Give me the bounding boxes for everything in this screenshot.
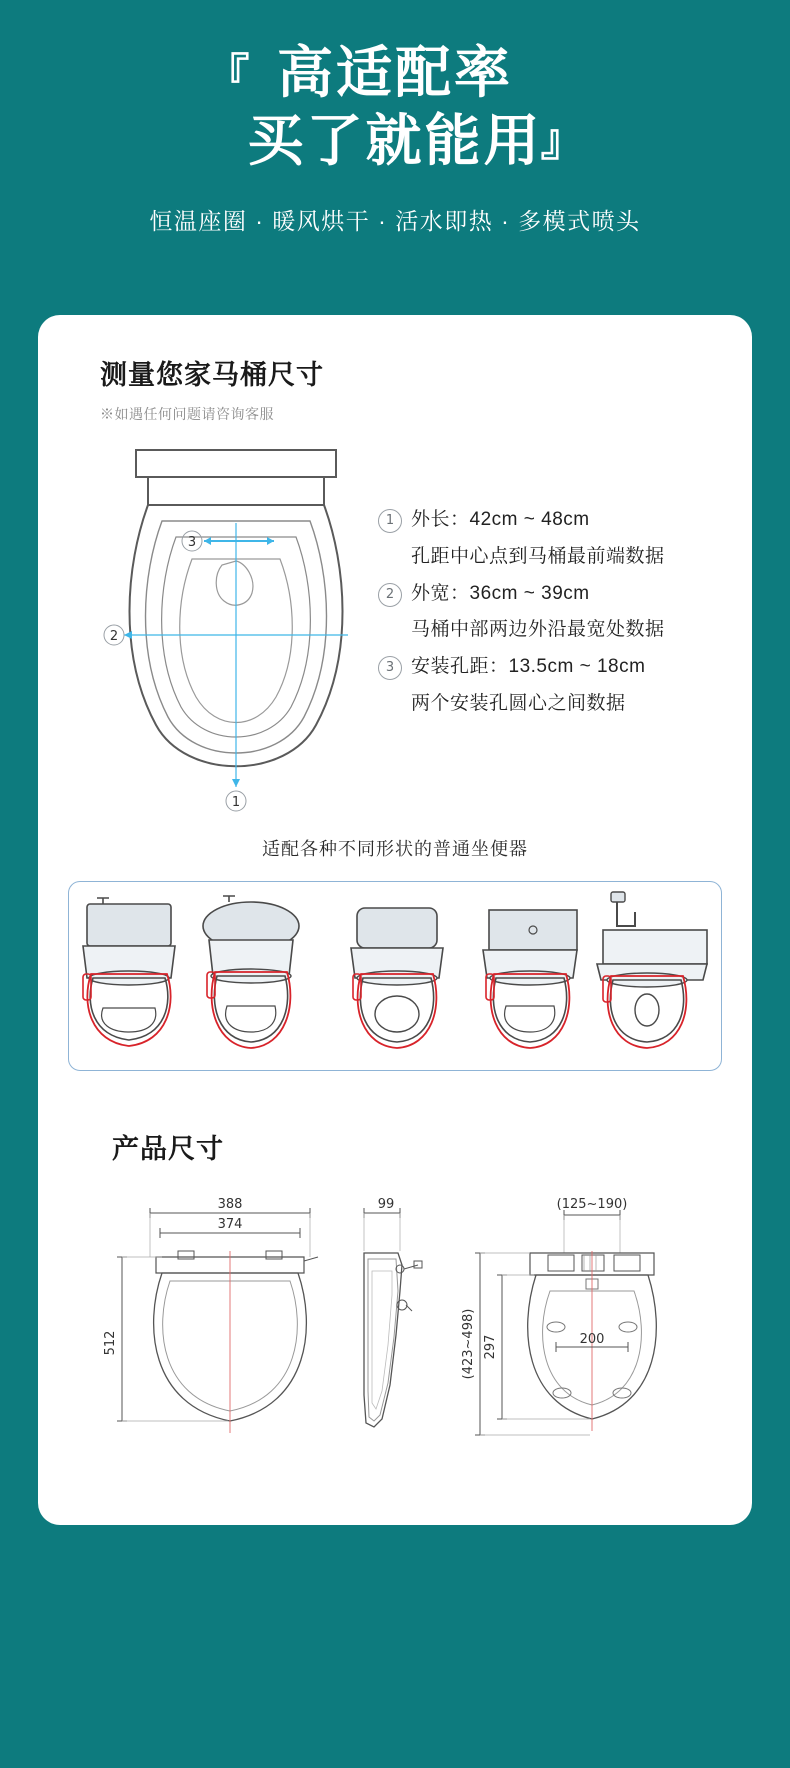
measure-title: 测量您家马桶尺寸 [100,360,324,390]
spec-label-text-3: 安装孔距： [411,656,509,678]
dim-side-thickness: 99 [377,1197,395,1212]
product-dimension-drawings [78,1195,718,1495]
dim-top-width-outer: 388 [217,1197,243,1212]
svg-text:3: 3 [187,535,197,550]
drawing-side-view [364,1197,422,1427]
dim-bottom-inner-width: 200 [579,1332,605,1347]
spec-label-1 [411,505,590,536]
measure-spec-list [378,505,718,726]
hero-title-wrap [202,40,589,177]
drawing-top-view [103,1197,318,1433]
dim-bottom-length: 297 [483,1334,498,1360]
spec-value-2: 36cm ~ 39cm [469,582,590,604]
hero-title-line-2: 买了就能用 [247,109,543,175]
spec-label-text-1: 外长： [411,509,470,530]
spec-number-1: 1 [378,509,402,533]
quote-close-mark: 』 [540,114,585,166]
svg-text:1: 1 [231,795,241,810]
product-size-header [112,1127,224,1166]
fit-caption: 适配各种不同形状的普通坐便器 [262,839,528,859]
dim-top-length: 512 [103,1330,118,1356]
toilet-measure-diagram [96,435,396,815]
variant-5 [597,892,707,1048]
drawing-bottom-view [461,1197,656,1435]
dim-top-width-inner: 374 [217,1217,243,1232]
spec-desc-1: 孔距中心点到马桶最前端数据 [411,545,665,567]
spec-row-hole-distance [378,652,718,683]
spec-label-text-2: 外宽： [411,582,470,604]
spec-value-1: 42cm ~ 48cm [469,509,590,530]
spec-number-2: 2 [378,583,402,607]
quote-open-mark: 『 [205,50,250,101]
dim-bottom-hole-span: (125~190) [556,1197,628,1212]
variant-2 [203,896,299,1048]
toilet-variants-box [68,881,722,1071]
spec-desc-2: 马桶中部两边外沿最宽处数据 [411,619,665,641]
hero-subtitle: 恒温座圈 · 暖风烘干 · 活水即热 · 多模式喷头 [149,207,641,234]
measure-section-header [100,353,324,424]
spec-row-outer-width [378,579,718,610]
content-card [38,315,752,1525]
svg-text:2: 2 [109,629,119,644]
variant-3 [351,908,443,1048]
measure-note: ※如遇任何问题请咨询客服 [100,406,274,422]
variant-4 [483,910,577,1048]
hero-banner [0,0,790,236]
dim-bottom-length-range: (423~498) [461,1308,476,1380]
hero-title-line-1: 高适配率 [277,41,513,106]
spec-row-outer-length [378,505,718,536]
spec-value-3: 13.5cm ~ 18cm [508,656,646,678]
product-size-title: 产品尺寸 [112,1134,224,1164]
spec-label-3 [411,652,645,683]
spec-desc-3: 两个安装孔圆心之间数据 [411,692,626,714]
spec-number-3: 3 [378,656,402,680]
variant-1 [83,898,175,1046]
spec-label-2 [411,579,590,610]
